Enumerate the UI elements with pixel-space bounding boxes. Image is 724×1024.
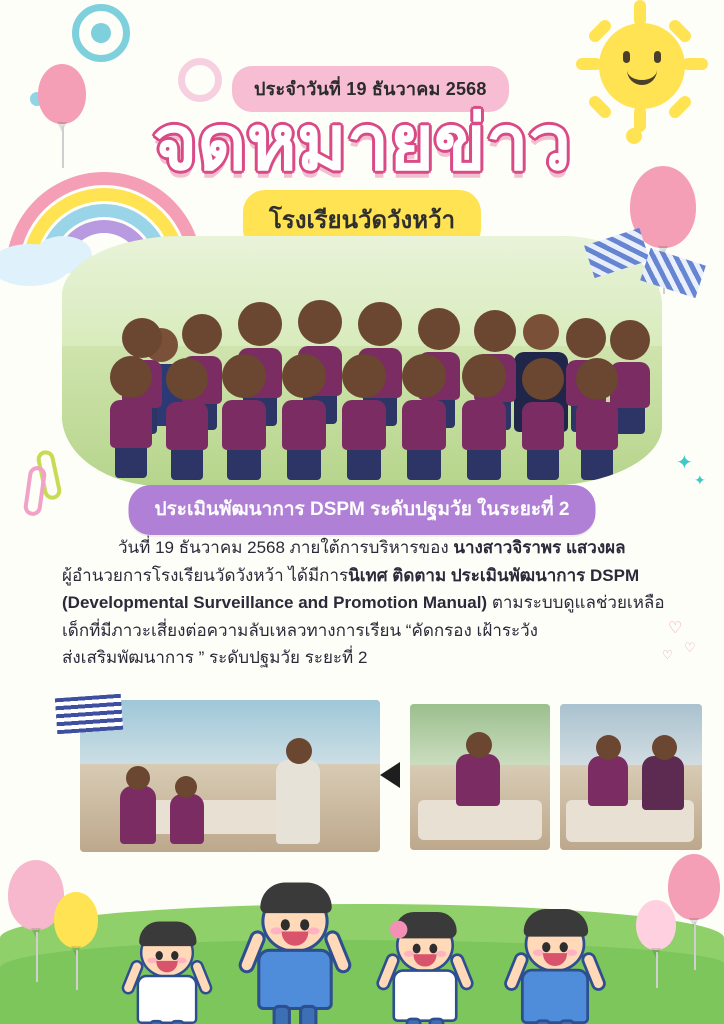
photo-figure-child [166,358,208,480]
body-line-3-bold: (Developmental Surveillance and Promotion Manual) [62,593,488,613]
photo-figure-head [126,766,150,790]
body-line-2 [62,562,666,590]
photo-figure-child [282,354,326,480]
photo-figure-head [286,738,312,764]
arrow-left-icon [380,762,400,788]
photo-figure-child [642,756,684,810]
photo-assessment-left [410,704,550,850]
photo-figure-child [222,354,266,480]
child-hair [524,909,588,937]
child-leg [170,1020,185,1024]
child-mouth [282,931,309,945]
child-hair [395,912,457,938]
child-cheek [177,958,187,964]
child-body [137,975,198,1024]
illustrated-child [521,915,589,1024]
child-mouth [543,953,567,966]
photo-figure-child [576,358,618,480]
photo-figure-child [110,356,152,478]
child-leg [273,1005,291,1024]
photo-background-sky [80,700,380,770]
child-body [392,969,457,1022]
child-leg [149,1020,164,1024]
photo-table [418,800,542,840]
photo-figure-child [342,354,386,480]
decorative-ring-large [72,4,130,62]
photo-figure-child [522,358,564,480]
illustrated-child [257,890,332,1010]
photo-figure-head [596,735,621,760]
photo-figure-child [170,794,204,844]
child-head [140,927,194,978]
child-leg [559,1019,576,1024]
illustrated-child [392,918,457,1022]
child-hair [139,922,196,947]
decorative-dot-teal [91,23,111,43]
photo-row [62,700,662,855]
body-line-1-bold: นางสาวจิราพร แสวงผล [453,538,626,557]
heart-icon: ♡ [668,620,683,637]
subtitle-badge: ประเมินพัฒนาการ DSPM ระดับปฐมวัย ในระยะที่ 2 [129,485,596,535]
hero-photo-content [62,236,662,486]
decorative-ring-pink [178,58,222,102]
cloud-icon [0,244,70,286]
child-body [521,969,589,1024]
child-head [396,918,454,973]
balloon-string [663,250,665,294]
photo-figure-child [462,354,506,480]
child-leg [299,1005,317,1024]
child-cheek [566,949,577,955]
child-leg [429,1018,445,1024]
child-hair [260,883,331,914]
page-title: จดหมายข่าว [152,101,572,186]
body-paragraph [62,534,666,672]
heart-icon: ♡ [662,648,673,662]
body-line-2-plain: ผู้อำนวยการโรงเรียนวัดวังหว้า ได้มีการ [62,565,349,585]
body-line-4: เด็กที่มีภาวะเสี่ยงต่อความลับเหลวทางการเรียน “คัดกรอง เฝ้าระวัง [62,620,538,640]
body-line-1 [62,534,666,562]
child-leg [406,1018,422,1024]
paperclip-icon [35,449,63,502]
photo-figure-child [120,786,156,844]
body-line-1-plain: วันที่ 19 ธันวาคม 2568 ภายใต้การบริหารของ [118,538,454,557]
bottom-illustration [0,844,724,1024]
body-line-5: ส่งเสริมพัฒนาการ ” ระดับปฐมวัย ระยะที่ 2 [62,648,368,668]
photo-assessment-wide [80,700,380,852]
illustrated-child [137,927,198,1024]
photo-figure-teacher [276,760,320,844]
child-head [261,890,328,953]
photo-figure-head [466,732,492,758]
school-name-badge: โรงเรียนวัดวังหว้า [243,190,481,251]
date-badge: ประจำวันที่ 19 ธันวาคม 2568 [232,66,509,112]
heart-icon: ♡ [684,640,696,655]
child-leg [535,1019,552,1024]
photo-assessment-right [560,704,702,850]
child-mouth [156,961,177,972]
hero-group-photo [62,236,662,486]
body-line-3 [62,589,666,617]
body-line-3-plain: ตามระบบดูแลช่วยเหลือ [487,593,665,613]
balloon-icon [668,854,720,920]
child-cheek [436,951,447,957]
sparkle-icon: ✦ [676,452,693,474]
photo-figure-child [456,754,500,806]
child-body [257,949,332,1010]
child-mouth [414,954,437,966]
sparkle-icon: ✦ [694,472,706,488]
photo-figure-head [652,735,677,760]
child-head [525,915,586,972]
grass-layer-front [0,940,724,1024]
paperclip-icon [23,465,48,517]
child-cheek [307,927,319,934]
body-line-2-bold: นิเทศ ติดตาม ประเมินพัฒนาการ DSPM [348,565,640,585]
photo-figure-child [402,354,446,480]
photo-figure-child [588,756,628,806]
photo-figure-head [175,776,197,798]
